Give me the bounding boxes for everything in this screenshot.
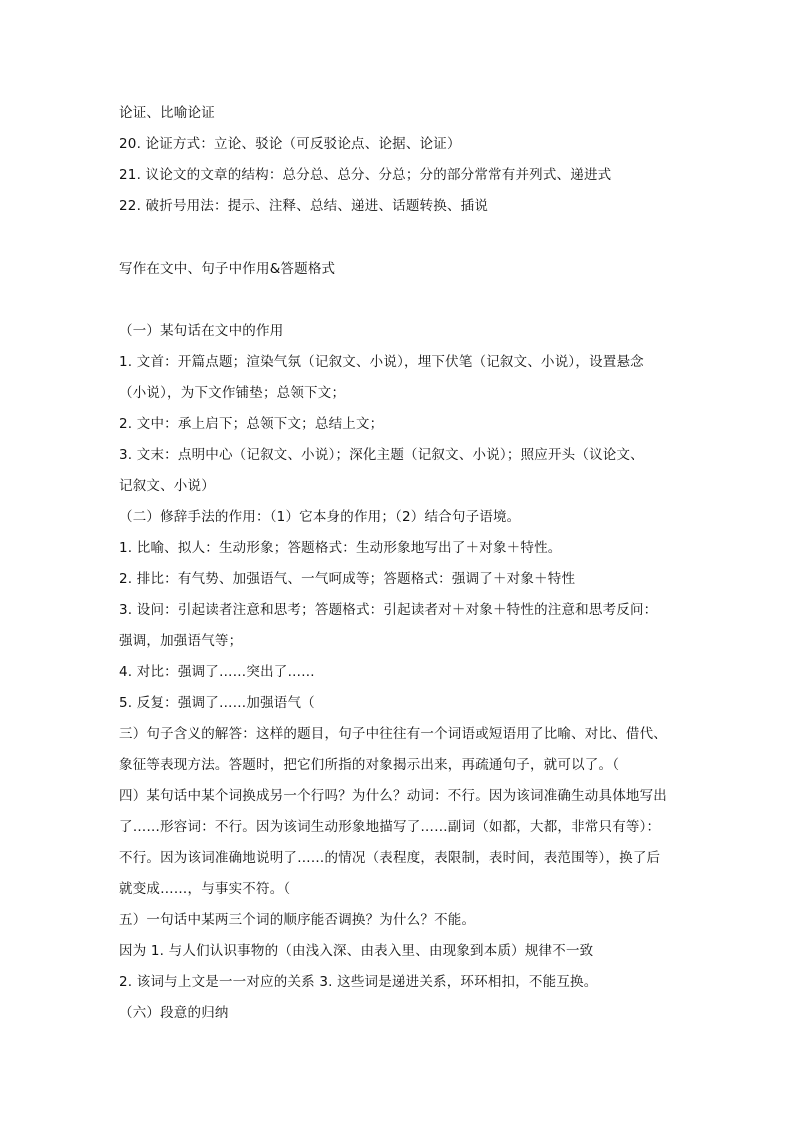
text-line: 就变成……，与事实不符。（: [119, 881, 291, 897]
text-line: 1. 比喻、拟人：生动形象；答题格式：生动形象地写出了＋对象＋特性。: [119, 540, 562, 556]
text-line: 论证、比喻论证: [119, 105, 215, 121]
text-line: 3. 文末：点明中心（记叙文、小说）；深化主题（记叙文、小说）；照应开头（议论文、: [119, 447, 644, 463]
text-line: 2. 排比：有气势、加强语气、一气呵成等；答题格式：强调了＋对象＋特性: [119, 571, 576, 587]
text-line: 强调，加强语气等；: [119, 633, 243, 649]
text-line: 2. 该词与上文是一一对应的关系 3. 这些词是递进关系，环环相扣，不能互换。: [119, 974, 598, 990]
section-heading: 写作在文中、句子中作用&答题格式: [119, 261, 336, 277]
text-line: 20. 论证方式：立论、驳论（可反驳论点、论据、论证）: [119, 136, 461, 152]
text-line: 1. 文首：开篇点题；渲染气氛（记叙文、小说），埋下伏笔（记叙文、小说），设置悬念: [119, 354, 644, 370]
text-line: 4. 对比：强调了……突出了……: [119, 664, 315, 680]
text-line: 三）句子含义的解答：这样的题目，句子中往往有一个词语或短语用了比喻、对比、借代、: [119, 726, 667, 742]
text-line: （小说），为下文作铺垫；总领下文；: [119, 385, 346, 401]
text-line: 记叙文、小说）: [119, 478, 215, 494]
subsection-heading: （二）修辞手法的作用：（1）它本身的作用；（2）结合句子语境。: [119, 509, 521, 525]
text-line: 因为 1. 与人们认识事物的（由浅入深、由表入里、由现象到本质）规律不一致: [119, 943, 594, 959]
text-line: 了……形容词：不行。因为该词生动形象地描写了……副词（如都，大都，非常只有等）：: [119, 819, 661, 835]
text-line: 不行。因为该词准确地说明了……的情况（表程度，表限制，表时间，表范围等），换了后: [119, 850, 661, 866]
subsection-heading: （六）段意的归纳: [119, 1005, 229, 1021]
text-line: 5. 反复：强调了……加强语气（: [119, 695, 315, 711]
text-line: 象征等表现方法。答题时，把它们所指的对象揭示出来，再疏通句子，就可以了。（: [119, 757, 620, 773]
text-line: 2. 文中：承上启下；总领下文；总结上文；: [119, 416, 384, 432]
subsection-heading: （一）某句话在文中的作用: [119, 323, 284, 339]
text-line: 22. 破折号用法：提示、注释、总结、递进、话题转换、插说: [119, 198, 489, 214]
text-line: 21. 议论文的文章的结构：总分总、总分、分总；分的部分常常有并列式、递进式: [119, 167, 612, 183]
text-line: 五）一句话中某两三个词的顺序能否调换？为什么？不能。: [119, 912, 476, 928]
text-line: 3. 设问：引起读者注意和思考；答题格式：引起读者对＋对象＋特性的注意和思考反问：: [119, 602, 658, 618]
text-line: 四）某句话中某个词换成另一个行吗？为什么？动词：不行。因为该词准确生动具体地写出: [119, 788, 667, 804]
